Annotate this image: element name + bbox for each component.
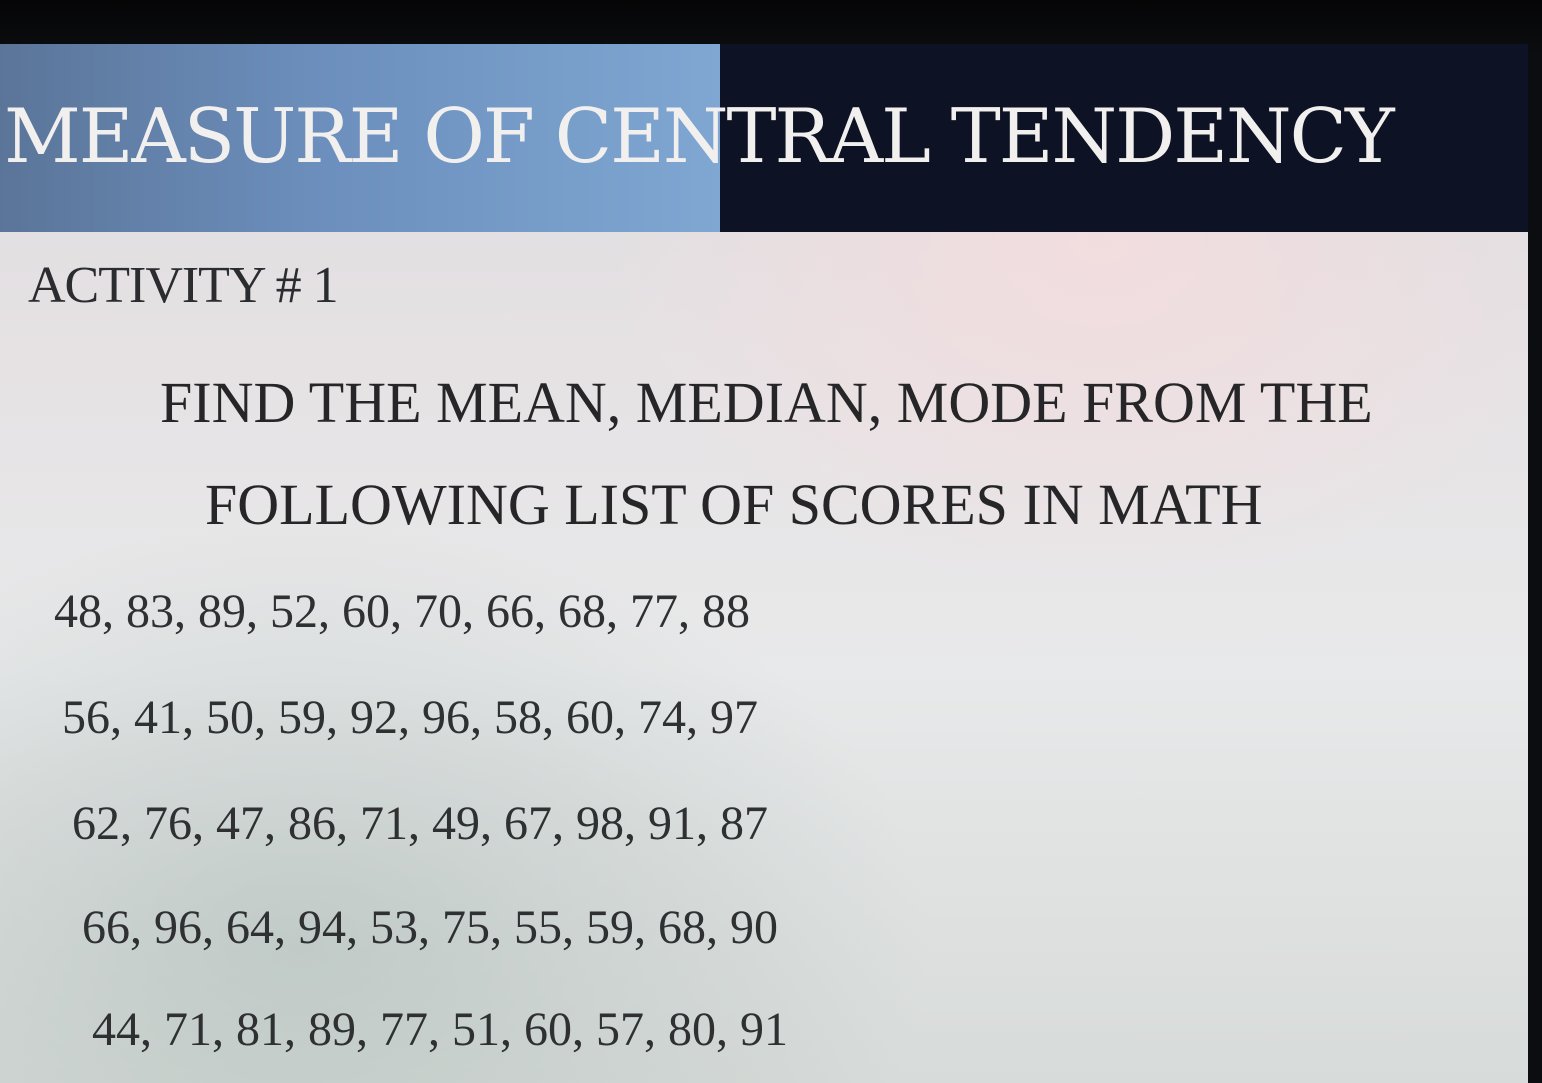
instruction-line: FOLLOWING LIST OF SCORES IN MATH (205, 472, 1263, 537)
title-bar (0, 44, 1528, 232)
score-row: 48, 83, 89, 52, 60, 70, 66, 68, 77, 88 (54, 585, 750, 638)
presentation-slide (0, 44, 1528, 1083)
score-row: 66, 96, 64, 94, 53, 75, 55, 59, 68, 90 (82, 901, 778, 954)
score-row: 56, 41, 50, 59, 92, 96, 58, 60, 74, 97 (62, 691, 758, 744)
slide-title: MEASURE OF CENTRAL TENDENCY (4, 92, 1393, 180)
instruction-line: FIND THE MEAN, MEDIAN, MODE FROM THE (160, 370, 1373, 435)
score-row: 44, 71, 81, 89, 77, 51, 60, 57, 80, 91 (92, 1003, 788, 1056)
score-row: 62, 76, 47, 86, 71, 49, 67, 98, 91, 87 (72, 797, 768, 850)
activity-label: ACTIVITY # 1 (28, 257, 338, 314)
